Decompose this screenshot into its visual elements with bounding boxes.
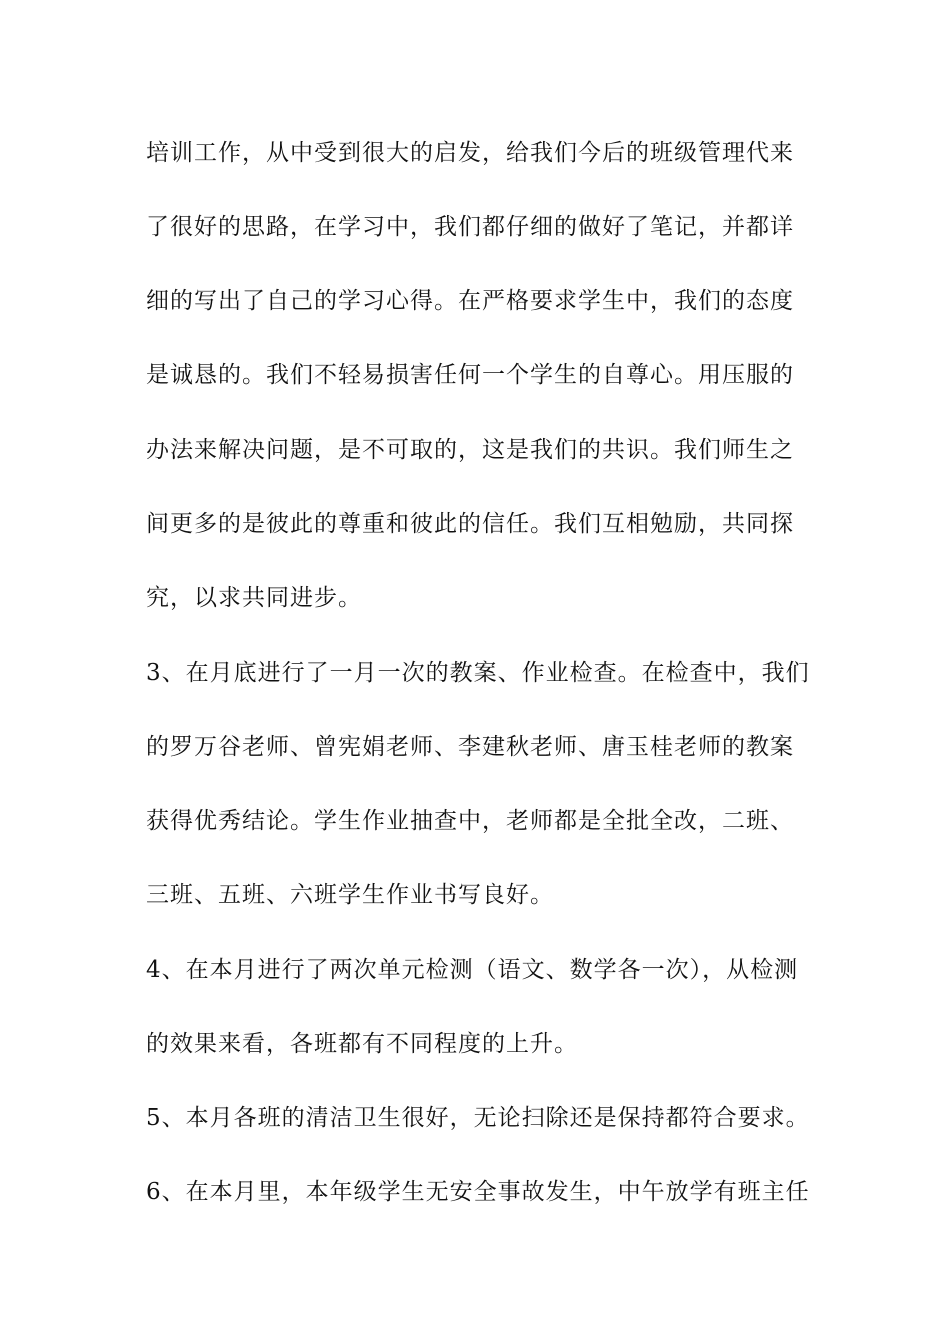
text-line-7: 究，以求共同进步。 <box>146 585 362 611</box>
text-line-1: 培训工作，从中受到很大的启发，给我们今后的班级管理代来 <box>146 140 794 166</box>
text-line-12: 4、在本月进行了两次单元检测（语文、数学各一次），从检测 <box>146 957 799 983</box>
text-line-14: 5、本月各班的清洁卫生很好，无论扫除还是保持都符合要求。 <box>146 1105 810 1131</box>
text-line-15: 6、在本月里，本年级学生无安全事故发生，中午放学有班主任 <box>146 1179 810 1205</box>
text-line-13: 的效果来看，各班都有不同程度的上升。 <box>146 1031 578 1057</box>
text-line-11: 三班、五班、六班学生作业书写良好。 <box>146 882 554 908</box>
text-line-4: 是诚恳的。我们不轻易损害任何一个学生的自尊心。用压服的 <box>146 362 794 388</box>
text-line-9: 的罗万谷老师、曾宪娟老师、李建秋老师、唐玉桂老师的教案 <box>146 734 794 760</box>
text-line-5: 办法来解决问题，是不可取的，这是我们的共识。我们师生之 <box>146 437 794 463</box>
text-line-10: 获得优秀结论。学生作业抽查中，老师都是全批全改，二班、 <box>146 808 794 834</box>
text-line-6: 间更多的是彼此的尊重和彼此的信任。我们互相勉励，共同探 <box>146 511 794 537</box>
text-line-8: 3、在月底进行了一月一次的教案、作业检查。在检查中，我们 <box>146 660 810 686</box>
text-line-2: 了很好的思路，在学习中，我们都仔细的做好了笔记，并都详 <box>146 214 794 240</box>
text-line-3: 细的写出了自己的学习心得。在严格要求学生中，我们的态度 <box>146 288 794 314</box>
